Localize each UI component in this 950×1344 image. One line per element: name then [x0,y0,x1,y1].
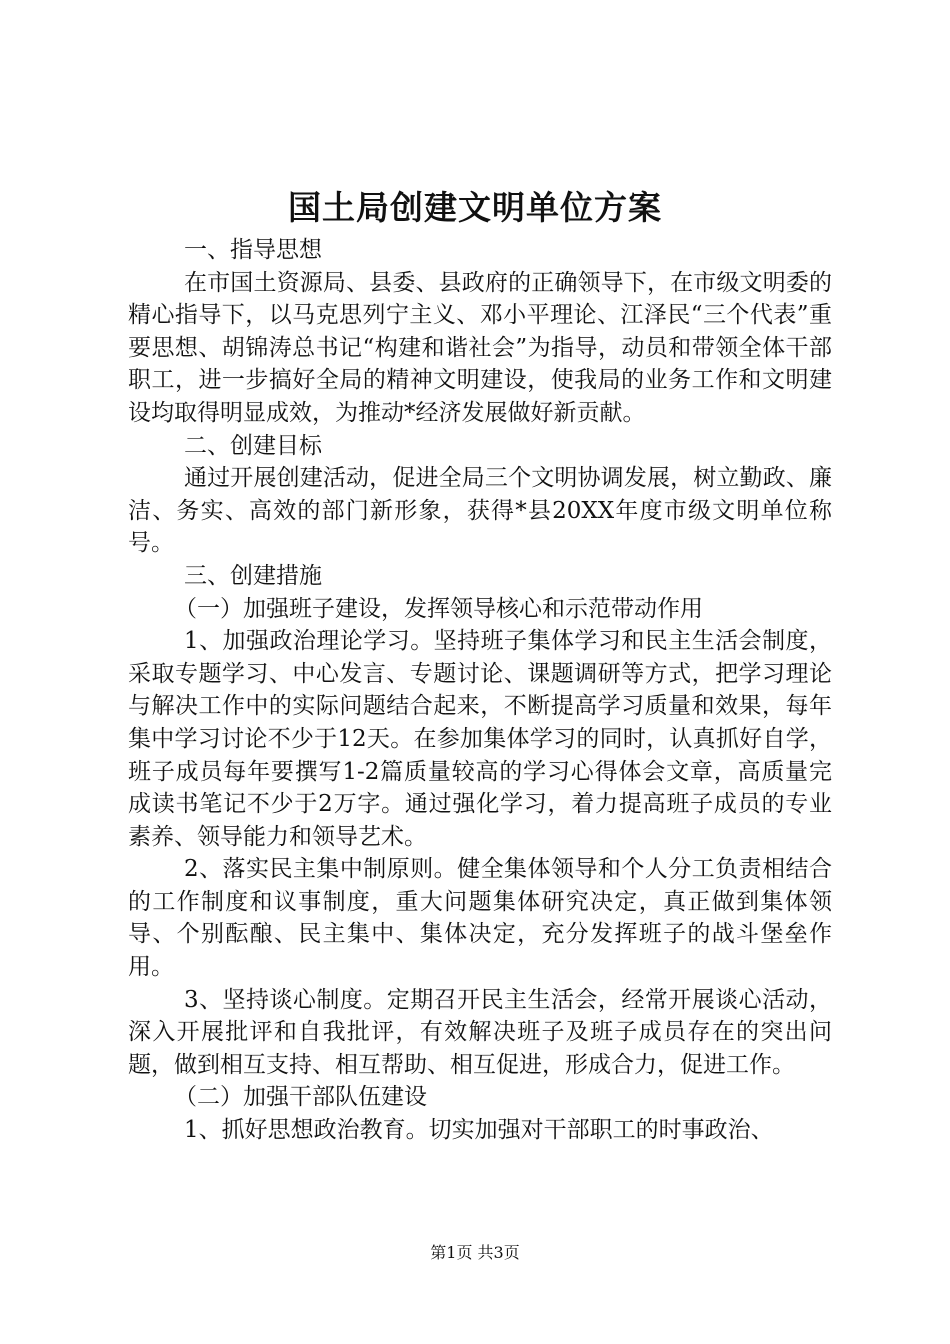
subheading-cadre-team: （二）加强干部队伍建设 [174,1084,427,1111]
paragraph-goals: 通过开展创建活动，促进全局三个文明协调发展，树立勤政、廉洁、务实、高效的部门新形象，获得*县20XX年度市级文明单位称号。 [128,465,832,557]
section-heading-guiding-ideology: 一、指导思想 [184,237,322,263]
document-title: 国土局创建文明单位方案 [288,188,662,227]
page-number-footer: 第1页 共3页 [430,1243,520,1262]
paragraph-theory-study: 1、加强政治理论学习。坚持班子集体学习和民主生活会制度，采取专题学习、中心发言、专题讨论、课题调研等方式，把学习理论与解决工作中的实际问题结合起来，不断提高学习质量和效果，每年集中学习讨论不少于12天。在参加集体学习的同时，认真抓好自学，班子成员每年要撰写1-2篇质量较高的学习心得体会文章，高质量完成读书笔记不少于2万字。通过强化学习，着力提高班子成员的专业素养、领导能力和领导艺术。 [128,628,832,850]
subheading-leadership: （一）加强班子建设，发挥领导核心和示范带动作用 [174,595,703,622]
paragraph-guiding-ideology: 在市国土资源局、县委、县政府的正确领导下，在市级文明委的精心指导下，以马克思列宁主义、邓小平理论、江泽民“三个代表”重要思想、胡锦涛总书记“构建和谐社会”为指导，动员和带领全体干部职工，进一步搞好全局的精神文明建设，使我局的业务工作和文明建设均取得明显成效，为推动*经济发展做好新贡献。 [128,269,832,426]
paragraph-talk-system: 3、坚持谈心制度。定期召开民主生活会，经常开展谈心活动，深入开展批评和自我批评，有效解决班子及班子成员存在的突出问题，做到相互支持、相互帮助、相互促进，形成合力，促进工作。 [128,986,832,1078]
document-body [128,234,832,1147]
paragraph-democratic-centralism: 2、落实民主集中制原则。健全集体领导和个人分工负责相结合的工作制度和议事制度，重大问题集体研究决定，真正做到集体领导、个别酝酿、民主集中、集体决定，充分发挥班子的战斗堡垒作用。 [128,856,832,981]
section-heading-measures: 三、创建措施 [184,562,322,589]
paragraph-political-education: 1、抓好思想政治教育。切实加强对干部职工的时事政治、 [184,1117,774,1144]
section-heading-goals: 二、创建目标 [184,432,322,459]
